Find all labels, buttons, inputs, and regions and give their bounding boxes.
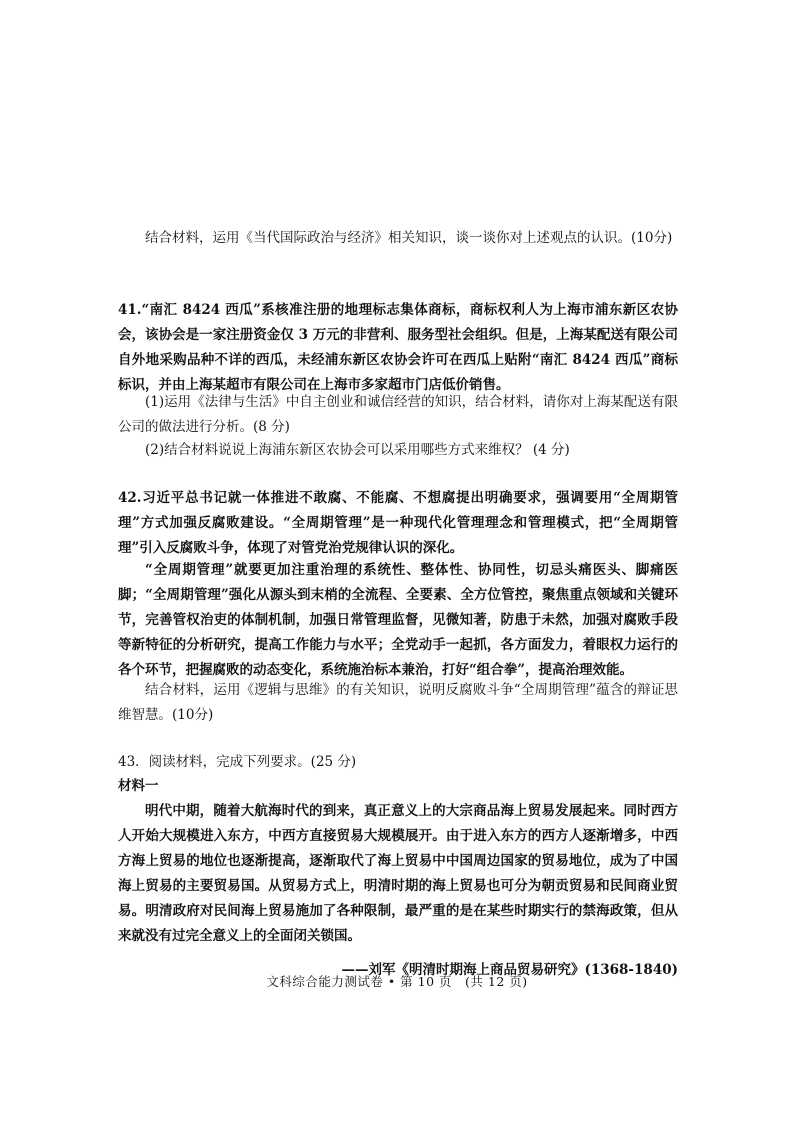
question-41-sub-2: (2)结合材料说说上海浦东新区农协会可以采用哪些方式来维权？ (4 分) xyxy=(145,442,570,458)
page-footer: 文科综合能力测试卷 • 第 10 页 (共 12 页) xyxy=(266,974,528,989)
previous-question-task: 结合材料，运用《当代国际政治与经济》相关知识，谈一谈你对上述观点的认识。(10分) xyxy=(145,230,673,246)
question-41-stem: 41.“南汇 8424 西瓜”系核准注册的地理标志集体商标，商标权利人为上海市浦东新区农协会，该协会是一家注册资金仅 3 万元的非营利、服务型社会组织。但是，上海某配送有限公司自外地采购品种不详的西瓜，未经浦东新区农协会许可在西瓜上贴附“南汇 8424 西瓜”商标标识，并由上海某超市有限公司在上海市多家超市门店低价销售。 xyxy=(118,302,678,393)
question-42-material: “全周期管理”就要更加注重治理的系统性、整体性、协同性，切忌头痛医头、脚痛医脚；“全周期管理”强化从源头到末梢的全流程、全要素、全方位管控，聚焦重点领域和关键环节，完善管权治吏的体制机制，加强日常管理监督，见微知著，防患于未然，加强对腐败手段等新特征的分析研究，提高工作能力与水平；全党动手一起抓，各方面发力，着眼权力运行的各个环节，把握腐败的动态变化，系统施治标本兼治，打好“组合拳”，提高治理效能。 xyxy=(118,562,678,678)
material-1-label: 材料一 xyxy=(118,778,159,794)
material-1-text: 明代中期，随着大航海时代的到来，真正意义上的大宗商品海上贸易发展起来。同时西方人开始大规模进入东方，中西方直接贸易大规模展开。由于进入东方的西方人逐渐增多，中西方海上贸易的地位也逐渐提高，逐渐取代了海上贸易中中国周边国家的贸易地位，成为了中国海上贸易的主要贸易国。从贸易方式上，明清时期的海上贸易也可分为朝贡贸易和民间商业贸易。明清政府对民间海上贸易施加了各种限制，最严重的是在某些时期实行的禁海政策，但从来就没有过完全意义上的全面闭关锁国。 xyxy=(118,803,678,944)
question-43-stem: 43．阅读材料，完成下列要求。(25 分) xyxy=(118,754,357,770)
material-1-source: ——刘军《明清时期海上商品贸易研究》(1368-1840) xyxy=(341,961,678,978)
question-42-stem: 42.习近平总书记就一体推进不敢腐、不能腐、不想腐提出明确要求，强调要用“全周期管理”方式加强反腐败建设。“全周期管理”是一种现代化管理理念和管理模式，把“全周期管理”引入反腐败斗争，体现了对管党治党规律认识的深化。 xyxy=(118,490,678,556)
question-41-sub-1: (1)运用《法律与生活》中自主创业和诚信经营的知识，结合材料，请你对上海某配送有限公司的做法进行分析。(8 分) xyxy=(118,394,678,435)
question-42-task: 结合材料，运用《逻辑与思维》的有关知识，说明反腐败斗争“全周期管理”蕴含的辩证思维智慧。(10分) xyxy=(118,682,678,723)
